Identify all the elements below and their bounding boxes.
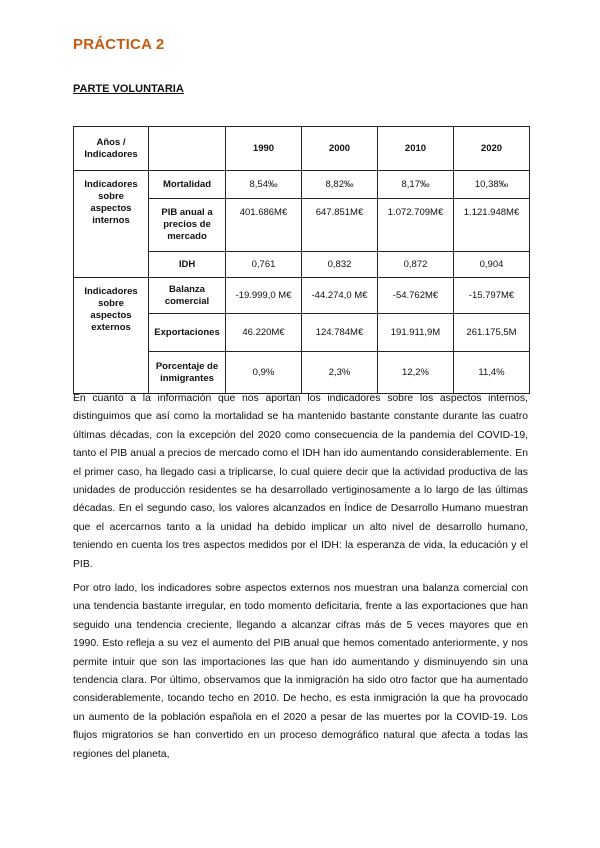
header-empty-cell [149, 127, 226, 171]
table-cell: 647.851M€ [302, 199, 378, 252]
year-header: 1990 [226, 127, 302, 171]
paragraph-external-indicators: Por otro lado, los indicadores sobre aspectos externos nos muestran una balanza comercial con una tendencia bastante irregular, en todo momento deficitaria, frente a las exportaciones que han seguido una tendencia creciente, llegando a alcanzar cifras más de 5 veces mayores que en 1990. Esto refleja a su vez el aumento del PIB anual que hemos comentado anteriormente, y nos permite intuir que son las importaciones las que han ido aumentando y disminuyendo sin una tendencia clara. Por último, observamos que la inmigración ha sido otro factor que ha aumentado considerablemente, tocando techo en 2010. De hecho, es esta inmigración la que ha provocado un aumento de la población española en el 2020 a pesar de las muertes por la COVID-19. Los flujos migratorios se han convertido en un proceso demográfico natural que afecta a todas las regiones del planeta, [73, 583, 528, 760]
table-cell: 124.784M€ [302, 314, 378, 352]
indicators-table [73, 126, 530, 394]
table-cell: 0,832 [302, 252, 378, 278]
table-cell: 1.072.709M€ [378, 199, 454, 252]
group-label-internal: Indicadores sobre aspectos internos [74, 171, 149, 278]
table-cell: 0,9% [226, 352, 302, 394]
table-row [74, 171, 530, 199]
page-title: PRÁCTICA 2 [73, 36, 165, 53]
table-cell: 11,4% [454, 352, 530, 394]
table-cell: 401.686M€ [226, 199, 302, 252]
table-cell: -54.762M€ [378, 278, 454, 314]
row-label: Exportaciones [149, 314, 226, 352]
header-label-cell: Años / Indicadores [74, 127, 149, 171]
row-label: Porcentaje de inmigrantes [149, 352, 226, 394]
year-header: 2010 [378, 127, 454, 171]
table-cell: 8,54‰ [226, 171, 302, 199]
row-label: PIB anual a precios de mercado [149, 199, 226, 252]
year-header: 2000 [302, 127, 378, 171]
paragraph-internal-indicators: En cuanto a la información que nos aportan los indicadores sobre los aspectos internos, distinguimos que así como la mortalidad se ha mantenido bastante constante durante las cuatro últimas décadas, con la excepción del 2020 como consecuencia de la pandemia del COVID-19, tanto el PIB anual a precios de mercado como el IDH han ido aumentando considerablemente. En el primer caso, ha llegado casi a triplicarse, lo cual quiere decir que la actividad productiva de las unidades de producción residentes se ha desarrollado vertiginosamente a lo largo de las últimas décadas. En el segundo caso, los valores alcanzados en Índice de Desarrollo Humano muestran que el acercarnos tanto a la unidad ha debido implicar un alto nivel de desarrollo humano, teniendo en cuenta los tres aspectos medidos por el IDH: la esperanza de vida, la educación y el PIB. [73, 393, 528, 570]
table-row [74, 278, 530, 314]
table-cell: 1.121.948M€ [454, 199, 530, 252]
table-cell: 10,38‰ [454, 171, 530, 199]
table-cell: 0,761 [226, 252, 302, 278]
table-cell: 191.911,9M [378, 314, 454, 352]
table-cell: 8,17‰ [378, 171, 454, 199]
table-cell: 0,904 [454, 252, 530, 278]
section-subtitle: PARTE VOLUNTARIA [73, 83, 184, 95]
group-label-external: Indicadores sobre aspectos externos [74, 278, 149, 394]
table-cell: -44.274,0 M€ [302, 278, 378, 314]
row-label: Balanza comercial [149, 278, 226, 314]
year-header: 2020 [454, 127, 530, 171]
table-cell: 2,3% [302, 352, 378, 394]
table-cell: -15.797M€ [454, 278, 530, 314]
row-label: Mortalidad [149, 171, 226, 199]
table-cell: 8,82‰ [302, 171, 378, 199]
row-label: IDH [149, 252, 226, 278]
table-cell: 261.175,5M [454, 314, 530, 352]
table-cell: -19.999,0 M€ [226, 278, 302, 314]
table-cell: 46.220M€ [226, 314, 302, 352]
table-cell: 12,2% [378, 352, 454, 394]
table-cell: 0,872 [378, 252, 454, 278]
table-header-row [74, 127, 530, 171]
